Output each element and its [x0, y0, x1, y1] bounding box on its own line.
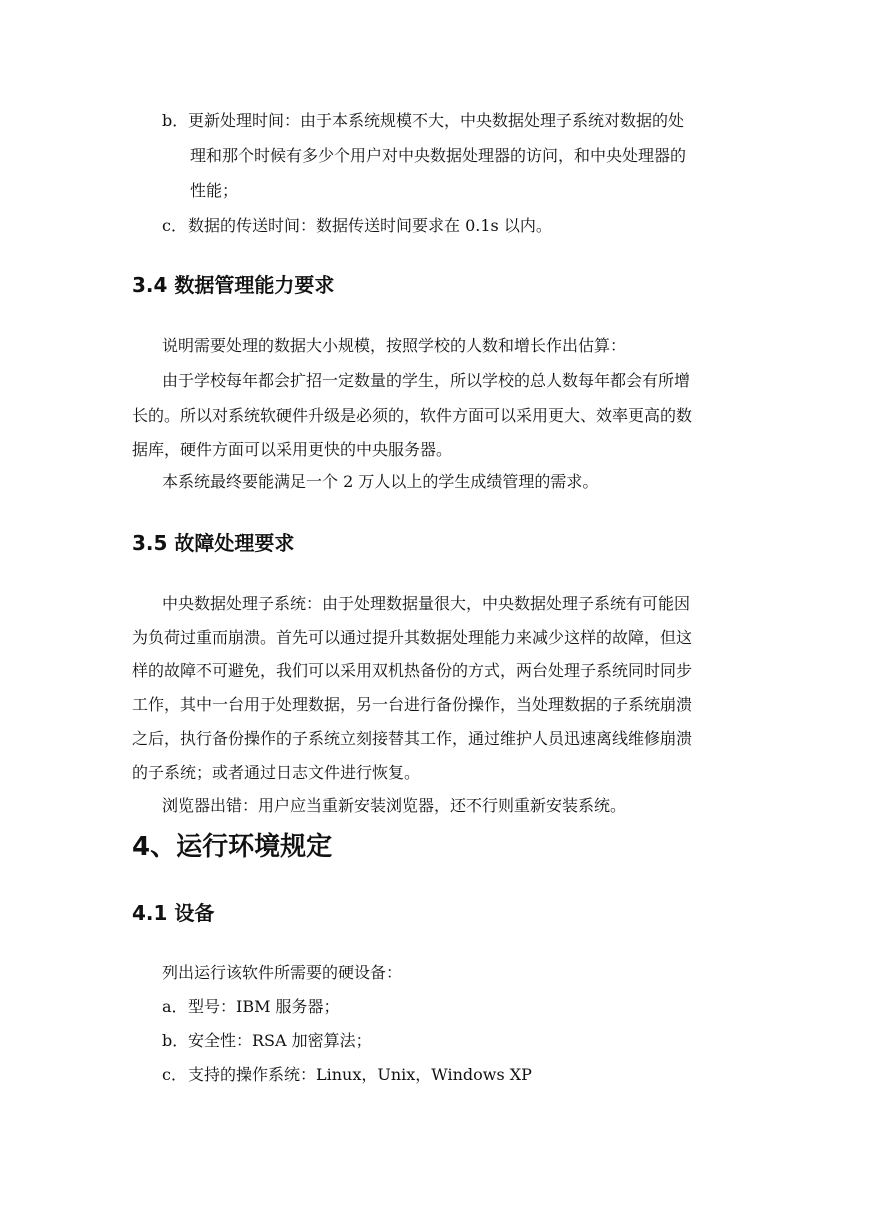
- section-heading-3-4: 3.4 数据管理能力要求: [132, 273, 335, 297]
- list-text-line: 更新处理时间：由于本系统规模不大，中央数据处理子系统对数据的处: [188, 111, 685, 130]
- list-text: 安全性：RSA 加密算法；: [188, 1031, 372, 1050]
- paragraph-line: 长的。所以对系统软硬件升级是必须的，软件方面可以采用更大、效率更高的数: [132, 406, 693, 425]
- paragraph-line: 说明需要处理的数据大小规模，按照学校的人数和增长作出估算：: [162, 336, 627, 355]
- list-item: [162, 1026, 372, 1056]
- paragraph-line: 工作，其中一台用于处理数据，另一台进行备份操作，当处理数据的子系统崩溃: [132, 695, 693, 714]
- chapter-heading-4: 4、运行环境规定: [132, 832, 333, 862]
- paragraph-line: 中央数据处理子系统：由于处理数据量很大，中央数据处理子系统有可能因: [162, 594, 691, 613]
- list-text-line: 数据的传送时间：数据传送时间要求在 0.1s 以内。: [188, 216, 552, 235]
- section-heading-4-1: 4.1 设备: [132, 901, 215, 925]
- list-item: [162, 992, 340, 1022]
- paragraph-line: 浏览器出错：用户应当重新安装浏览器，还不行则重新安装系统。: [162, 796, 627, 815]
- section-heading-3-5: 3.5 故障处理要求: [132, 531, 295, 555]
- paragraph-line: 列出运行该软件所需要的硬设备：: [162, 963, 403, 982]
- paragraph-line: 的子系统；或者通过日志文件进行恢复。: [132, 763, 421, 782]
- paragraph-line: 样的故障不可避免，我们可以采用双机热备份的方式，两台处理子系统同时同步: [132, 661, 693, 680]
- list-item: [162, 1060, 532, 1090]
- paragraph-line: 本系统最终要能满足一个 2 万人以上的学生成绩管理的需求。: [162, 472, 599, 491]
- list-item-c: [162, 211, 552, 241]
- list-text-continuation: 理和那个时候有多少个用户对中央数据处理器的访问，和中央处理器的: [190, 146, 687, 165]
- list-label: b．: [162, 111, 189, 130]
- list-label: c．: [162, 1065, 187, 1084]
- paragraph-line: 由于学校每年都会扩招一定数量的学生，所以学校的总人数每年都会有所增: [162, 371, 691, 390]
- list-label: a．: [162, 997, 188, 1016]
- list-text: 支持的操作系统：Linux，Unix，Windows XP: [188, 1065, 532, 1084]
- list-text-continuation: 性能；: [190, 181, 239, 200]
- paragraph-line: 据库，硬件方面可以采用更快的中央服务器。: [132, 440, 453, 459]
- paragraph-line: 为负荷过重而崩溃。首先可以通过提升其数据处理能力来减少这样的故障，但这: [132, 628, 693, 647]
- list-label: b．: [162, 1031, 189, 1050]
- list-label: c．: [162, 216, 187, 235]
- paragraph-line: 之后，执行备份操作的子系统立刻接替其工作，通过维护人员迅速离线维修崩溃: [132, 729, 693, 748]
- list-text: 型号：IBM 服务器；: [188, 997, 340, 1016]
- list-item-b: [162, 106, 684, 136]
